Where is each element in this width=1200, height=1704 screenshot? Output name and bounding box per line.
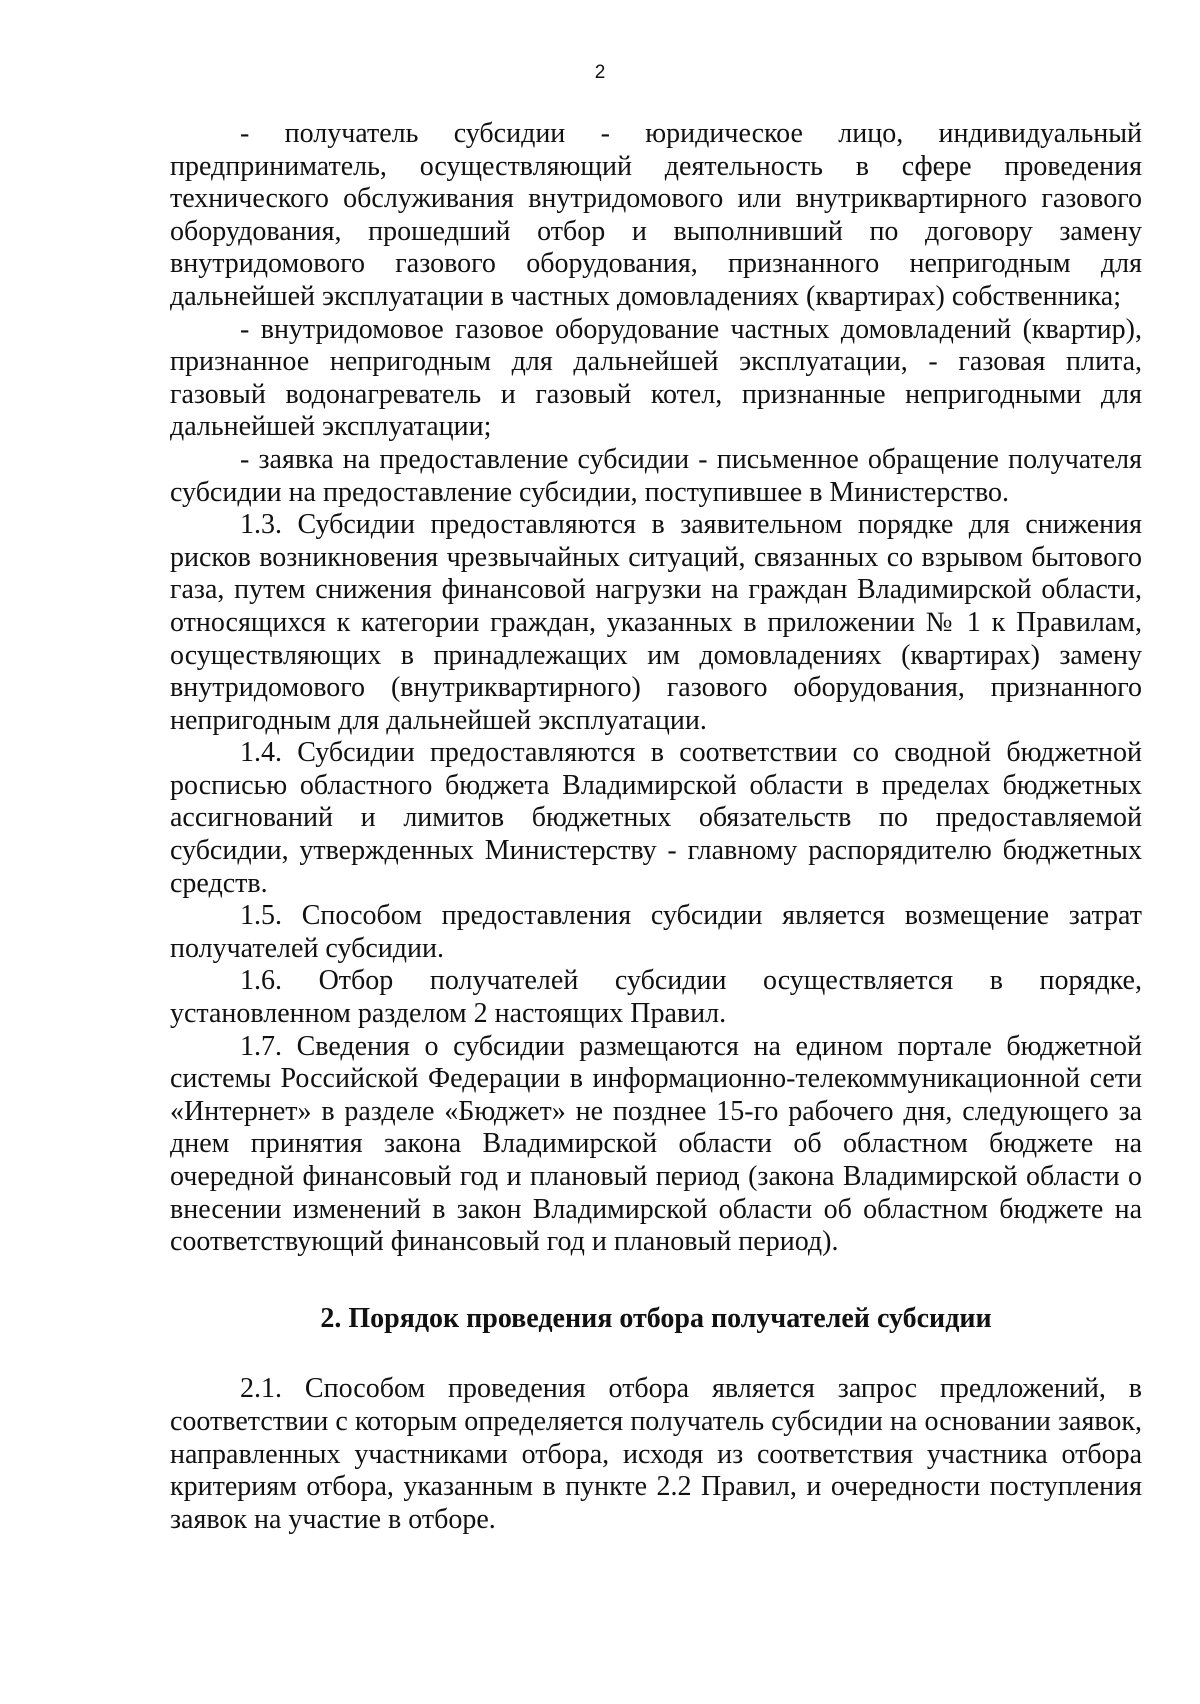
paragraph-definition-recipient: - получатель субсидии - юридическое лицо, индивидуальный предприниматель, осуществляющий деятельность в сфере проведения технического обслуживания внутридомового или внутриквартирного газового оборудования, прошедший отбор и выполнивший по договору замену внутридомового газового оборудования, признанного непригодным для дальнейшей эксплуатации в частных домовладениях (квартирах) собственника; <box>170 118 1142 312</box>
paragraph-definition-equipment: - внутридомовое газовое оборудование частных домовладений (квартир), признанное непригодным для дальнейшей эксплуатации, - газовая плита, газовый водонагреватель и газовый котел, признанные непригодными для дальнейшей эксплуатации; <box>170 313 1142 443</box>
paragraph-1-5: 1.5. Способом предоставления субсидии является возмещение затрат получателей субсидии. <box>170 900 1142 964</box>
section-heading: 2. Порядок проведения отбора получателей субсидии <box>320 1302 992 1334</box>
paragraph-1-7: 1.7. Сведения о субсидии размещаются на едином портале бюджетной системы Российской Федерации в информационно-телекоммуникационной сети «Интернет» в разделе «Бюджет» не позднее 15-го рабочего дня, следующего за днем принятия закона Владимирской области об областном бюджете на очередной финансовый год и плановый период (закона Владимирской области о внесении изменений в закон Владимирской области об областном бюджете на соответствующий финансовый год и плановый период). <box>170 1030 1142 1258</box>
paragraph-1-6: 1.6. Отбор получателей субсидии осуществляется в порядке, установленном разделом 2 настоящих Правил. <box>170 965 1142 1030</box>
paragraph-1-3: 1.3. Субсидии предоставляются в заявительном порядке для снижения рисков возникновения чрезвычайных ситуаций, связанных со взрывом бытового газа, путем снижения финансовой нагрузки на граждан Владимирской области, относящихся к категории граждан, указанных в приложении № 1 к Правилам, осуществляющих в принадлежащих им домовладениях (квартирах) замену внутридомового (внутриквартирного) газового оборудования, признанного непригодным для дальнейшей эксплуатации. <box>170 509 1142 736</box>
page-number: 2 <box>594 62 606 83</box>
document-body <box>170 118 1142 1536</box>
paragraph-definition-application: - заявка на предоставление субсидии - письменное обращение получателя субсидии на предоставление субсидии, поступившее в Министерство. <box>170 443 1142 508</box>
paragraph-2-1: 2.1. Способом проведения отбора является запрос предложений, в соответствии с которым определяется получатель субсидии на основании заявок, направленных участниками отбора, исходя из соответствия участника отбора критериям отбора, указанным в пункте 2.2 Правил, и очередности поступления заявок на участие в отборе. <box>170 1373 1142 1535</box>
paragraph-1-4: 1.4. Субсидии предоставляются в соответствии со сводной бюджетной росписью областного бюджета Владимирской области в пределах бюджетных ассигнований и лимитов бюджетных обязательств по предоставляемой субсидии, утвержденных Министерству - главному распорядителю бюджетных средств. <box>170 737 1142 899</box>
